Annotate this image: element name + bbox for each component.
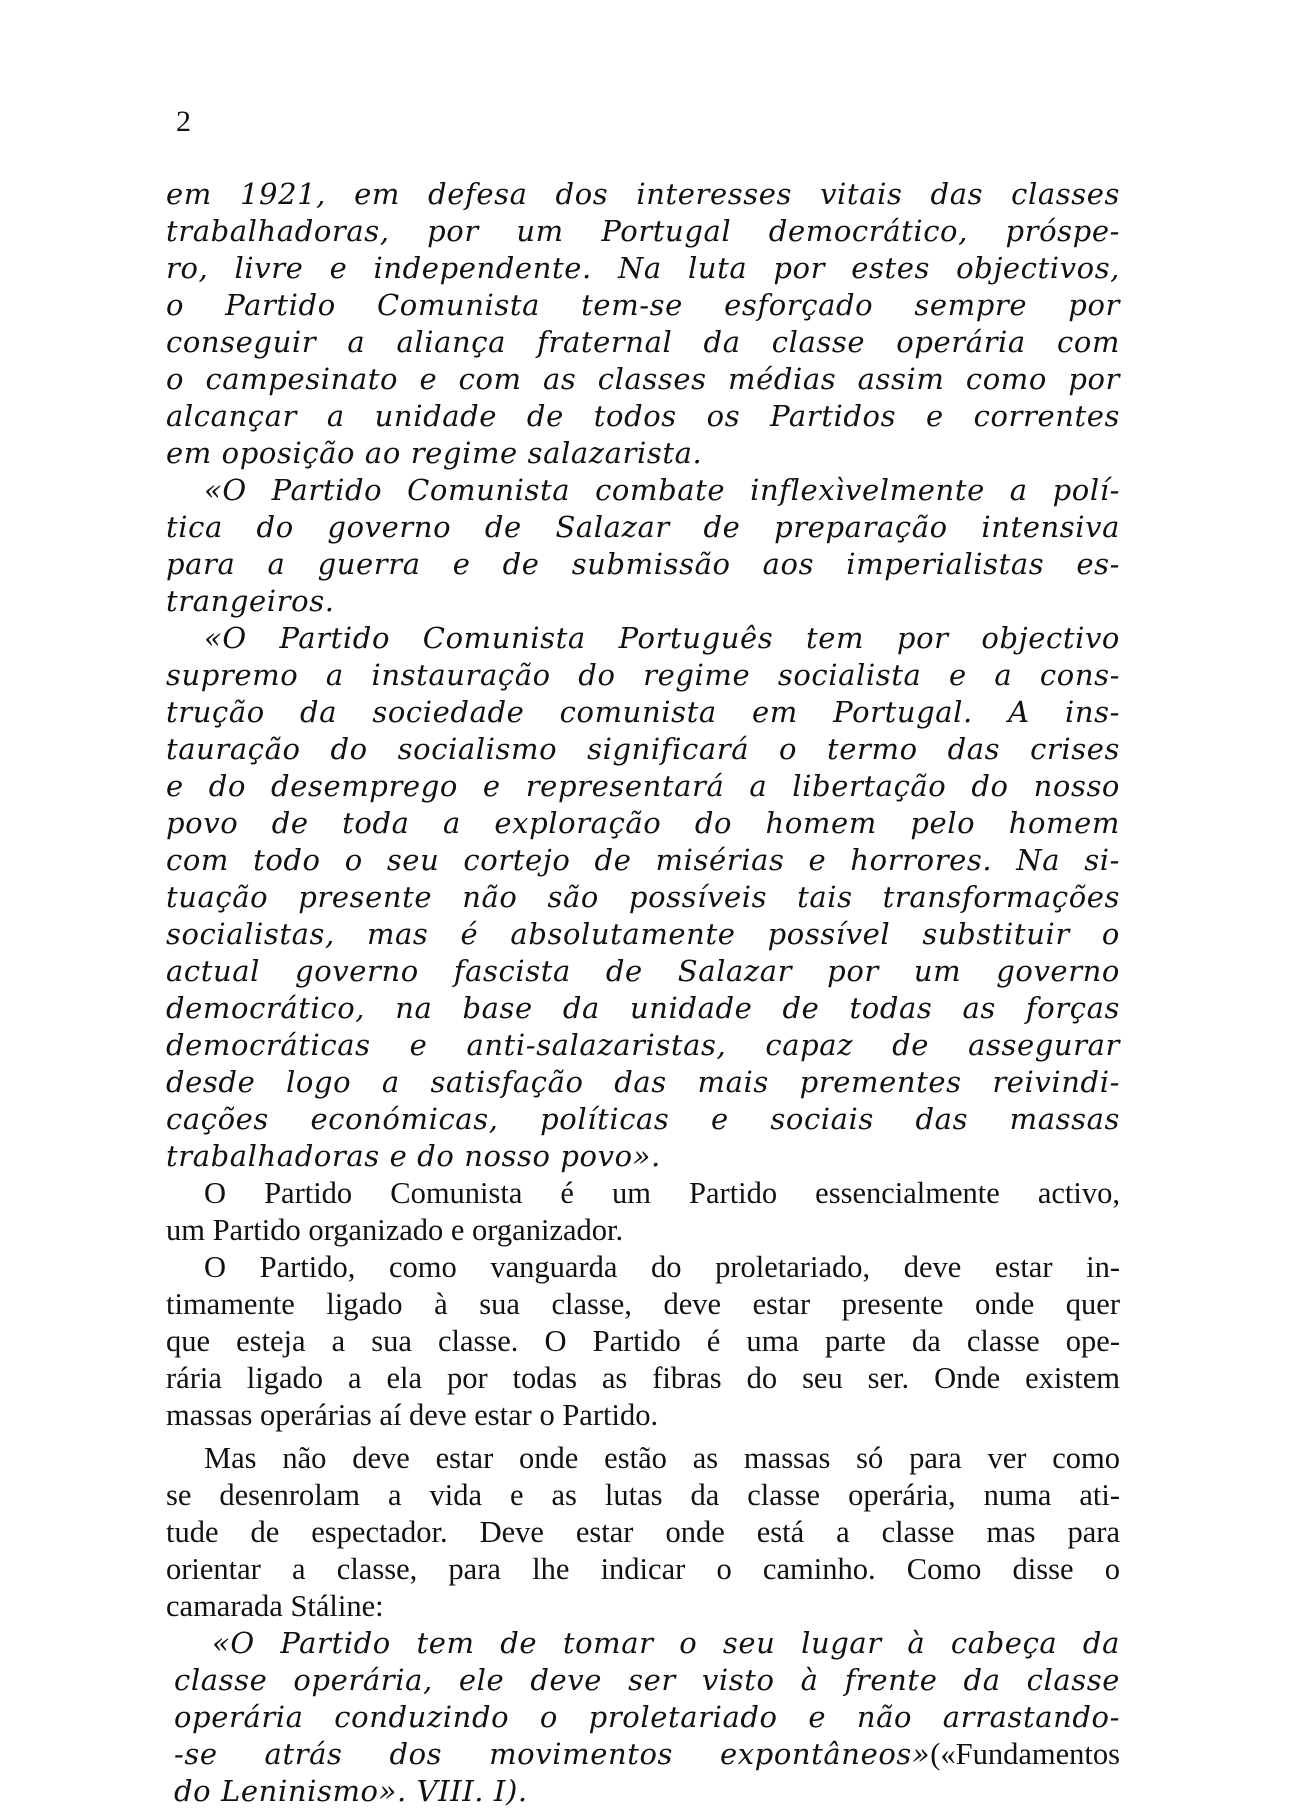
text-line: tude de espectador. Deve estar onde está a classe mas para (166, 1515, 1120, 1549)
paragraph-5 (166, 1249, 1120, 1434)
text-line: ro, livre e independente. Na luta por estes objectivos, (166, 251, 1120, 285)
paragraph-7-stalin-quote (174, 1625, 1120, 1810)
text-line: «O Partido tem de tomar o seu lugar à cabeça da (212, 1626, 1120, 1660)
text-line: Mas não deve estar onde estão as massas só para ver como (204, 1441, 1120, 1475)
text-line: trangeiros. (166, 584, 335, 618)
text-line: democráticas e anti-salazaristas, capaz de assegurar (166, 1028, 1120, 1062)
text-line: em 1921, em defesa dos interesses vitais das classes (166, 177, 1120, 211)
text-line: camarada Stáline: (166, 1589, 384, 1623)
text-line: em oposição ao regime salazarista. (166, 436, 703, 470)
body-text (166, 176, 1120, 1810)
text-line: trabalhadoras e do nosso povo». (166, 1139, 661, 1173)
text-line: timamente ligado à sua classe, deve estar presente onde quer (166, 1287, 1120, 1321)
text-line: rária ligado a ela por todas as fibras do seu ser. Onde existem (166, 1361, 1120, 1395)
text-line: desde logo a satisfação das mais prementes reivindi- (166, 1065, 1120, 1099)
text-line: trabalhadoras, por um Portugal democrático, próspe- (166, 214, 1120, 248)
text-line: tica do governo de Salazar de preparação intensiva (166, 510, 1120, 544)
paragraph-1 (166, 176, 1120, 472)
text-line: socialistas, mas é absolutamente possível substituir o (166, 917, 1120, 951)
text-line-with-citation (174, 1736, 1120, 1773)
text-line: cações económicas, políticas e sociais das massas (166, 1102, 1120, 1136)
text-line: supremo a instauração do regime socialista e a cons- (166, 658, 1120, 692)
text-line: se desenrolam a vida e as lutas da classe operária, numa ati- (166, 1478, 1120, 1512)
text-line: o Partido Comunista tem-se esforçado sempre por (166, 288, 1120, 322)
text-line: operária conduzindo o proletariado e não arrastando- (174, 1700, 1120, 1734)
citation-end: do Leninismo». VIII. I). (174, 1774, 528, 1808)
paragraph-2 (166, 472, 1120, 620)
text-line: «O Partido Comunista combate inflexìvelmente a polí- (204, 473, 1120, 507)
text-line: conseguir a aliança fraternal da classe operária com (166, 325, 1120, 359)
text-line: tauração do socialismo significará o termo das crises (166, 732, 1120, 766)
text-line: o campesinato e com as classes médias assim como por (166, 362, 1120, 396)
quote-end: -se atrás dos movimentos expontâneos» (174, 1737, 931, 1771)
text-line: massas operárias aí deve estar o Partido. (166, 1398, 659, 1432)
text-line: com todo o seu cortejo de misérias e horrores. Na si- (166, 843, 1120, 877)
text-line: tuação presente não são possíveis tais transformações (166, 880, 1120, 914)
text-line: povo de toda a exploração do homem pelo homem (166, 806, 1120, 840)
text-line: actual governo fascista de Salazar por um governo (166, 954, 1120, 988)
citation-start: («Fundamentos (930, 1737, 1120, 1771)
text-line: «O Partido Comunista Português tem por objectivo (204, 621, 1120, 655)
text-line: O Partido Comunista é um Partido essencialmente activo, (204, 1176, 1120, 1210)
paragraph-4 (166, 1175, 1120, 1249)
page-number: 2 (176, 105, 191, 138)
text-line: alcançar a unidade de todos os Partidos e correntes (166, 399, 1120, 433)
text-line: classe operária, ele deve ser visto à frente da classe (174, 1663, 1120, 1697)
text-line: trução da sociedade comunista em Portugal. A ins- (166, 695, 1120, 729)
paragraph-6 (166, 1440, 1120, 1625)
text-line: O Partido, como vanguarda do proletariado, deve estar in- (204, 1250, 1120, 1284)
text-line: que esteja a sua classe. O Partido é uma parte da classe ope- (166, 1324, 1120, 1358)
text-line: um Partido organizado e organizador. (166, 1213, 624, 1247)
text-line: orientar a classe, para lhe indicar o caminho. Como disse o (166, 1552, 1120, 1586)
text-line: democrático, na base da unidade de todas as forças (166, 991, 1120, 1025)
text-line: para a guerra e de submissão aos imperialistas es- (166, 547, 1120, 581)
paragraph-3 (166, 620, 1120, 1175)
text-line: e do desemprego e representará a libertação do nosso (166, 769, 1120, 803)
